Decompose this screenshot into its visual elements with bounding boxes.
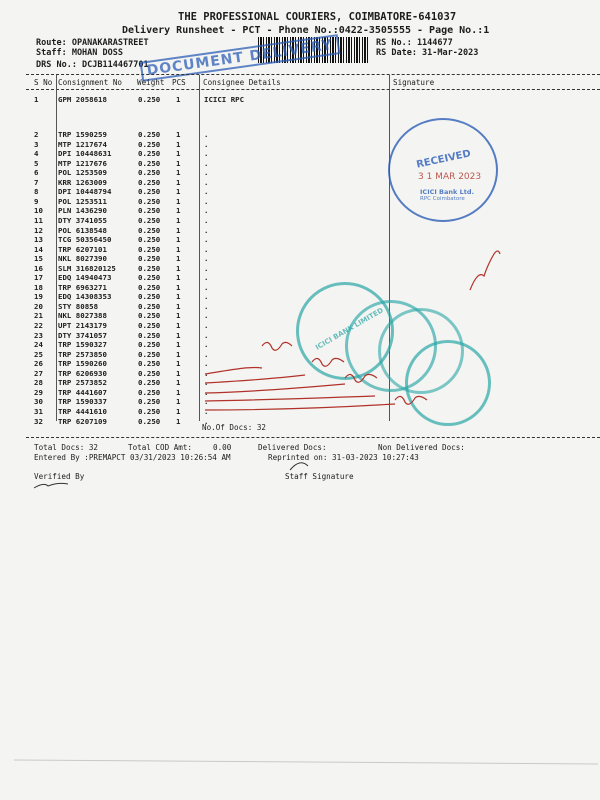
row-pcs: 1: [176, 95, 181, 104]
drs-number: DRS No.: DCJB114467701: [36, 60, 149, 70]
row-consignee: .: [204, 273, 209, 283]
row-consignment-no: MTP 1217674: [58, 139, 107, 149]
row-consignment-no: DTY 3741055: [58, 215, 107, 225]
row-sno: 16: [34, 263, 43, 273]
row-sno: 32: [34, 416, 43, 426]
pen-signature: [34, 483, 68, 488]
row-sno: 1: [34, 95, 39, 104]
row-consignee: .: [204, 215, 209, 225]
row-weight: 0.250: [138, 292, 161, 302]
row-pcs: 1: [176, 349, 181, 359]
row-weight: 0.250: [138, 158, 161, 168]
row-consignment-no: TRP 1590260: [58, 359, 107, 369]
row-pcs: 1: [176, 196, 181, 206]
row-consignee: .: [204, 177, 209, 187]
row-pcs: 1: [176, 359, 181, 369]
row-consignment-no: GPM 2058618: [58, 95, 107, 104]
row-weight: 0.250: [138, 177, 161, 187]
received-branch: RPC Coimbatore: [420, 196, 465, 202]
row-sno: 3: [34, 139, 39, 149]
row-consignment-no: TRP 1590337: [58, 397, 107, 407]
row-consignee: .: [204, 130, 209, 139]
row-sno: 31: [34, 406, 43, 416]
row-sno: 20: [34, 301, 43, 311]
bank-stamp-text: ICICI BANK LIMITED: [314, 306, 385, 352]
row-consignment-no: TRP 6206930: [58, 368, 107, 378]
row-sno: 19: [34, 292, 43, 302]
row-consignee: .: [204, 263, 209, 273]
row-weight: 0.250: [138, 273, 161, 283]
row-weight: 0.250: [138, 330, 161, 340]
row-consignee: .: [204, 340, 209, 350]
row-weight: 0.250: [138, 168, 161, 178]
row-consignment-no: TRP 4441610: [58, 406, 107, 416]
row-weight: 0.250: [138, 349, 161, 359]
row-consignment-no: NKL 8027388: [58, 311, 107, 321]
row-consignee: .: [204, 196, 209, 206]
row-consignment-no: DPI 10448631: [58, 149, 112, 159]
row-consignee: .: [204, 406, 209, 416]
row-weight: 0.250: [138, 368, 161, 378]
row-pcs: 1: [176, 273, 181, 283]
row-consignee: .: [204, 187, 209, 197]
row-consignee: ICICI RPC: [204, 95, 245, 104]
col-weight: Weight: [137, 78, 165, 87]
row-pcs: 1: [176, 292, 181, 302]
row-weight: 0.250: [138, 321, 161, 330]
staff-label: Staff: MOHAN DOSS: [36, 48, 123, 58]
row-consignee: .: [204, 225, 209, 235]
row-weight: 0.250: [138, 282, 161, 292]
row-sno: 25: [34, 349, 43, 359]
document-delivery-stamp: DOCUMENT DELIVERY: [140, 34, 341, 82]
col-signature: Signature: [393, 78, 435, 87]
row-sno: 2: [34, 130, 39, 139]
row-pcs: 1: [176, 321, 181, 330]
row-consignee: .: [204, 168, 209, 178]
row-consignment-no: POL 6138548: [58, 225, 107, 235]
row-sno: 7: [34, 177, 39, 187]
row-pcs: 1: [176, 235, 181, 245]
reprinted-on: Reprinted on: 31-03-2023 10:27:43: [268, 453, 419, 462]
received-word: RECEIVED: [415, 148, 472, 171]
row-consignment-no: TRP 2573850: [58, 349, 107, 359]
row-consignment-no: TRP 6963271: [58, 282, 107, 292]
received-date: 3 1 MAR 2023: [418, 172, 482, 182]
row-consignee: .: [204, 416, 209, 426]
row-sno: 12: [34, 225, 43, 235]
row-consignee: .: [204, 311, 209, 321]
pen-arrow: [205, 384, 345, 393]
row-consignment-no: STY 80858: [58, 301, 99, 311]
row-weight: 0.250: [138, 95, 161, 104]
route-label: Route: OPANAKARASTREET: [36, 38, 149, 48]
entered-by: Entered By :PREMAPCT 03/31/2023 10:26:54 AM: [34, 453, 231, 462]
scan-edge: [14, 760, 598, 764]
row-consignee: .: [204, 301, 209, 311]
pen-arrow: [205, 404, 395, 410]
row-pcs: 1: [176, 387, 181, 397]
total-cod-label: Total COD Amt:: [128, 443, 193, 452]
row-pcs: 1: [176, 397, 181, 407]
total-docs: Total Docs: 32: [34, 443, 99, 452]
row-pcs: 1: [176, 206, 181, 216]
row-consignee: .: [204, 254, 209, 264]
row-consignment-no: TRP 6207101: [58, 244, 107, 254]
row-weight: 0.250: [138, 263, 161, 273]
row-weight: 0.250: [138, 301, 161, 311]
row-sno: 17: [34, 273, 43, 283]
non-delivered-docs: Non Delivered Docs:: [378, 443, 465, 452]
row-sno: 9: [34, 196, 39, 206]
row-sno: 27: [34, 368, 43, 378]
row-sno: 15: [34, 254, 43, 264]
row-pcs: 1: [176, 368, 181, 378]
pen-signature: [345, 374, 377, 382]
row-consignee: .: [204, 359, 209, 369]
row-weight: 0.250: [138, 311, 161, 321]
row-weight: 0.250: [138, 149, 161, 159]
row-pcs: 1: [176, 130, 181, 139]
company-title: THE PROFESSIONAL COURIERS, COIMBATORE-641037: [178, 11, 457, 23]
row-pcs: 1: [176, 378, 181, 388]
row-sno: 8: [34, 187, 39, 197]
row-pcs: 1: [176, 149, 181, 159]
row-sno: 6: [34, 168, 39, 178]
runsheet-subtitle: Delivery Runsheet - PCT - Phone No.:0422-3505555 - Page No.:1: [122, 25, 490, 36]
row-pcs: 1: [176, 311, 181, 321]
row-consignment-no: TRP 4441607: [58, 387, 107, 397]
total-cod-amount: 0.00: [213, 443, 232, 452]
row-pcs: 1: [176, 168, 181, 178]
row-weight: 0.250: [138, 387, 161, 397]
pen-signature: [470, 251, 500, 290]
staff-signature-label: Staff Signature: [285, 472, 354, 481]
row-consignment-no: POL 1253509: [58, 168, 107, 178]
row-consignee: .: [204, 292, 209, 302]
row-sno: 22: [34, 321, 43, 330]
row-consignee: .: [204, 330, 209, 340]
row-consignment-no: TRP 1590259: [58, 130, 107, 139]
row-weight: 0.250: [138, 359, 161, 369]
row-consignee: .: [204, 387, 209, 397]
row-weight: 0.250: [138, 215, 161, 225]
row-consignment-no: PLN 1436290: [58, 206, 107, 216]
row-consignment-no: TRP 1590327: [58, 340, 107, 350]
row-consignee: .: [204, 282, 209, 292]
row-consignee: .: [204, 206, 209, 216]
row-weight: 0.250: [138, 225, 161, 235]
row-consignment-no: KRR 1263009: [58, 177, 107, 187]
col-pcs: PCS: [172, 78, 186, 87]
row-consignment-no: POL 1253511: [58, 196, 107, 206]
row-weight: 0.250: [138, 397, 161, 407]
row-weight: 0.250: [138, 196, 161, 206]
row-pcs: 1: [176, 340, 181, 350]
row-consignment-no: SLM 316820125: [58, 263, 116, 273]
row-pcs: 1: [176, 406, 181, 416]
row-pcs: 1: [176, 244, 181, 254]
row-sno: 4: [34, 149, 39, 159]
row-sno: 5: [34, 158, 39, 168]
row-pcs: 1: [176, 254, 181, 264]
row-weight: 0.250: [138, 206, 161, 216]
row-sno: 30: [34, 397, 43, 407]
row-weight: 0.250: [138, 406, 161, 416]
row-consignee: .: [204, 158, 209, 168]
row-pcs: 1: [176, 263, 181, 273]
row-consignment-no: TCG 50356450: [58, 235, 112, 245]
row-sno: 11: [34, 215, 43, 225]
row-consignment-no: DPI 10448794: [58, 187, 112, 197]
row-sno: 13: [34, 235, 43, 245]
row-sno: 24: [34, 340, 43, 350]
row-consignee: .: [204, 235, 209, 245]
row-pcs: 1: [176, 139, 181, 149]
row-sno: 23: [34, 330, 43, 340]
row-sno: 14: [34, 244, 43, 254]
row-pcs: 1: [176, 301, 181, 311]
no-of-docs: No.Of Docs: 32: [202, 423, 267, 432]
row-weight: 0.250: [138, 235, 161, 245]
row-weight: 0.250: [138, 139, 161, 149]
row-consignee: .: [204, 149, 209, 159]
row-sno: 28: [34, 378, 43, 388]
rs-number: RS No.: 1144677: [376, 38, 453, 48]
row-pcs: 1: [176, 158, 181, 168]
row-pcs: 1: [176, 416, 181, 426]
row-pcs: 1: [176, 177, 181, 187]
row-sno: 29: [34, 387, 43, 397]
row-consignment-no: DTY 3741057: [58, 330, 107, 340]
col-consignee: Consignee Details: [203, 78, 281, 87]
row-sno: 26: [34, 359, 43, 369]
pen-arrow: [205, 396, 375, 401]
col-sno: S No: [34, 78, 53, 87]
row-consignment-no: TRP 2573852: [58, 378, 107, 388]
row-pcs: 1: [176, 330, 181, 340]
pen-signature: [290, 463, 308, 470]
row-weight: 0.250: [138, 187, 161, 197]
row-consignment-no: UPT 2143179: [58, 321, 107, 330]
row-weight: 0.250: [138, 130, 161, 139]
row-consignee: .: [204, 397, 209, 407]
row-weight: 0.250: [138, 340, 161, 350]
pen-signature: [395, 396, 427, 404]
row-pcs: 1: [176, 215, 181, 225]
received-bank: ICICI Bank Ltd.: [420, 188, 474, 196]
rs-date: RS Date: 31-Mar-2023: [376, 48, 479, 58]
row-consignee: .: [204, 378, 209, 388]
pen-signature: [262, 342, 292, 350]
row-pcs: 1: [176, 225, 181, 235]
row-consignment-no: NKL 8027390: [58, 254, 107, 264]
pen-arrow: [205, 375, 305, 383]
row-weight: 0.250: [138, 416, 161, 426]
row-sno: 18: [34, 282, 43, 292]
row-consignee: .: [204, 244, 209, 254]
row-consignee: .: [204, 349, 209, 359]
row-weight: 0.250: [138, 378, 161, 388]
row-consignment-no: EDQ 14308353: [58, 292, 112, 302]
row-sno: 10: [34, 206, 43, 216]
row-consignment-no: EDQ 14940473: [58, 273, 112, 283]
row-consignee: .: [204, 368, 209, 378]
row-weight: 0.250: [138, 244, 161, 254]
row-consignment-no: MTP 1217676: [58, 158, 107, 168]
pen-arrow: [205, 367, 262, 374]
row-consignee: .: [204, 321, 209, 330]
col-consignment: Consignment No: [58, 78, 123, 87]
pen-signature: [312, 358, 344, 366]
row-pcs: 1: [176, 282, 181, 292]
verified-by: Verified By: [34, 472, 85, 481]
delivered-docs: Delivered Docs:: [258, 443, 327, 452]
row-weight: 0.250: [138, 254, 161, 264]
row-sno: 21: [34, 311, 43, 321]
row-consignment-no: TRP 6207109: [58, 416, 107, 426]
row-consignee: .: [204, 139, 209, 149]
row-pcs: 1: [176, 187, 181, 197]
